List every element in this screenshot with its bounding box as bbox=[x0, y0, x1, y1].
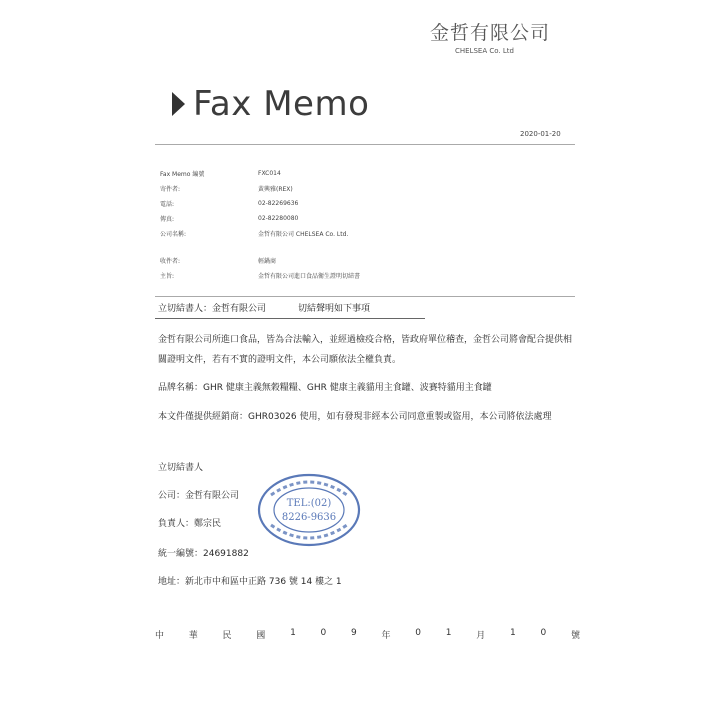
meta-key: 收件者: bbox=[160, 258, 181, 265]
roc-date-char: 0 bbox=[320, 628, 327, 638]
meta-row-company bbox=[160, 226, 580, 241]
meta-value: 02-82280080 bbox=[258, 215, 299, 222]
meta-row-phone bbox=[160, 196, 580, 211]
meta-row-subject bbox=[160, 268, 580, 283]
roc-date-char: 0 bbox=[415, 628, 422, 638]
roc-date-char: 月 bbox=[476, 631, 486, 641]
roc-date-char: 9 bbox=[351, 628, 357, 638]
roc-date-char: 國 bbox=[256, 631, 266, 641]
meta-row-sender bbox=[160, 181, 580, 196]
meta-key: 寄件者: bbox=[160, 186, 181, 193]
company-name-en: CHELSEA Co. Ltd bbox=[455, 47, 514, 55]
declaration-subheading: 切結聲明如下事項 bbox=[298, 304, 371, 314]
meta-key: 電話: bbox=[160, 201, 175, 208]
triangle-arrow-icon bbox=[172, 92, 185, 116]
title-block bbox=[172, 84, 369, 124]
meta-value: 黃興雅(REX) bbox=[258, 186, 293, 193]
meta-value: FXC014 bbox=[258, 170, 281, 177]
seal-phone-number: 8226-9636 bbox=[281, 512, 337, 523]
meta-value: 金哲有限公司進口食品衛生證明切結書 bbox=[258, 273, 361, 280]
meta-row-recipient bbox=[160, 253, 580, 268]
meta-row-memo-number bbox=[160, 166, 580, 181]
meta-value: 金哲有限公司 CHELSEA Co. Ltd. bbox=[258, 231, 349, 238]
roc-date-char: 1 bbox=[510, 628, 516, 638]
meta-key: 主旨: bbox=[160, 273, 175, 280]
meta-key: 傳真: bbox=[160, 216, 175, 223]
meta-value: 輕鍋商 bbox=[258, 258, 277, 265]
distributor-notice: 本文件僅提供經銷商：GHR03026 使用，如有發現非經本公司同意重製或盜用，本公司將依法處理 bbox=[158, 412, 552, 422]
meta-value: 02-82269636 bbox=[258, 200, 299, 207]
roc-date-char: 年 bbox=[381, 631, 391, 641]
signer-address: 地址：新北市中和區中正路 736 號 14 樓之 1 bbox=[158, 577, 342, 587]
signer-tax-id: 統一編號：24691882 bbox=[158, 549, 249, 559]
signer-company: 公司：金哲有限公司 bbox=[158, 491, 240, 501]
signer-label: 立切結書人 bbox=[158, 463, 204, 473]
seal-phone-label: TEL:(02) bbox=[286, 498, 332, 509]
roc-date-char: 中 bbox=[155, 631, 165, 641]
company-name-cn: 金哲有限公司 bbox=[430, 22, 551, 44]
meta-row-fax bbox=[160, 211, 580, 226]
roc-date-char: 民 bbox=[222, 631, 232, 641]
roc-date-char: 號 bbox=[570, 631, 580, 641]
roc-date-char: 1 bbox=[445, 628, 452, 638]
company-seal-stamp bbox=[257, 473, 361, 547]
memo-date: 2020-01-20 bbox=[520, 130, 561, 138]
signer-responsible: 負責人：鄭宗民 bbox=[158, 519, 222, 529]
meta-key: 公司名稱: bbox=[160, 231, 187, 238]
roc-date-char: 華 bbox=[188, 631, 198, 641]
meta-key: Fax Memo 編號 bbox=[160, 171, 205, 178]
declaration-underline bbox=[155, 318, 425, 319]
memo-metadata bbox=[160, 166, 580, 283]
brand-names: 品牌名稱：GHR 健康主義無穀糧糧、GHR 健康主義貓用主食罐、波賽特貓用主食罐 bbox=[158, 383, 492, 393]
page-title: Fax Memo bbox=[193, 84, 370, 124]
roc-date-char: 0 bbox=[540, 628, 547, 638]
declaration-paragraph: 金哲有限公司所進口食品，皆為合法輸入，並經過檢疫合格，皆政府單位稽查，金哲公司將會配合提供相關證明文件，若有不實的證明文件，本公司願依法全權負責。 bbox=[158, 335, 573, 365]
declaration-heading: 立切結書人：金哲有限公司 bbox=[158, 304, 267, 314]
roc-date-line bbox=[155, 628, 580, 641]
header-divider bbox=[155, 144, 575, 145]
roc-date-char: 1 bbox=[290, 628, 296, 638]
meta-divider bbox=[155, 296, 575, 297]
